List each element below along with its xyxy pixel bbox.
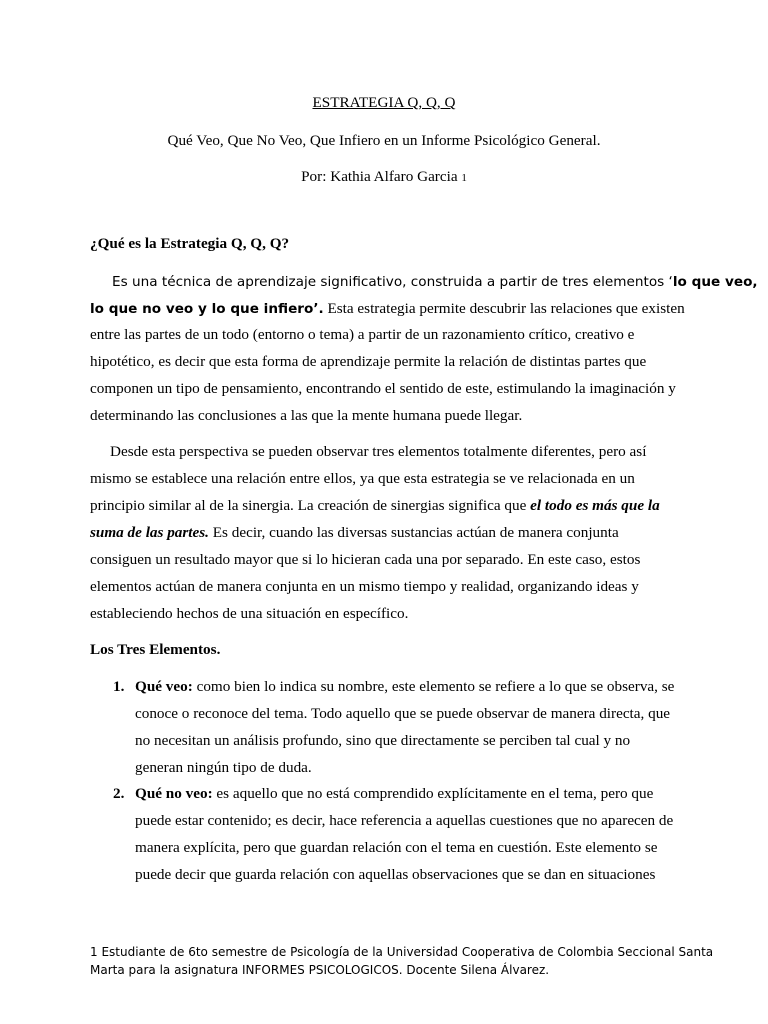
item1-line-2: conoce o reconoce del tema. Todo aquello que se puede observar de manera directa, que bbox=[135, 705, 671, 722]
item2-line-2: puede estar contenido; es decir, hace referencia a aquellas cuestiones que no aparecen de bbox=[135, 812, 674, 829]
list-item-number: 2. bbox=[113, 785, 125, 802]
p1-line-3: entre las partes de un todo (entorno o tema) a partir de un razonamiento crítico, creativo e bbox=[90, 326, 635, 343]
p1-line-4: hipotético, es decir que esta forma de aprendizaje permite la relación de distintas partes que bbox=[90, 353, 647, 370]
p2-line-6: elementos actúan de manera conjunta en un mismo tiempo y realidad, organizando ideas y bbox=[90, 578, 639, 595]
item1-line-4: generan ningún tipo de duda. bbox=[135, 759, 312, 776]
p2-line-1: Desde esta perspectiva se pueden observar tres elementos totalmente diferentes, pero así bbox=[110, 443, 647, 460]
p1-line-1: Es una técnica de aprendizaje significativo, construida a partir de tres elementos ‘lo que veo, bbox=[112, 274, 758, 290]
footnote-line-1: 1 Estudiante de 6to semestre de Psicología de la Universidad Cooperativa de Colombia Seccional Santa bbox=[90, 945, 714, 959]
author-name: Por: Kathia Alfaro Garcia bbox=[301, 168, 458, 185]
p2-line-2: mismo se establece una relación entre ellos, ya que esta estrategia se ve relacionada en un bbox=[90, 470, 635, 487]
heading-que-es: ¿Qué es la Estrategia Q, Q, Q? bbox=[90, 235, 290, 252]
p1-line-5: componen un tipo de pensamiento, encontrando el sentido de este, estimulando la imaginación y bbox=[90, 380, 676, 397]
p1-line-2: lo que no veo y lo que infiero’. Esta estrategia permite descubrir las relaciones que existen bbox=[90, 300, 685, 317]
item2-line-3: manera explícita, pero que guardan relación con el tema en cuestión. Este elemento se bbox=[135, 839, 658, 856]
p2-line-3: principio similar al de la sinergia. La creación de sinergias significa que el todo es más que la bbox=[90, 497, 660, 514]
heading-tres-elementos: Los Tres Elementos. bbox=[90, 641, 221, 658]
p2-line-4: suma de las partes. Es decir, cuando las diversas sustancias actúan de manera conjunta bbox=[90, 524, 619, 541]
footnote-line-2: Marta para la asignatura INFORMES PSICOLOGICOS. Docente Silena Álvarez. bbox=[90, 963, 550, 977]
footnote-mark: 1 bbox=[461, 172, 467, 184]
item2-line-4: puede decir que guarda relación con aquellas observaciones que se dan en situaciones bbox=[135, 866, 656, 883]
doc-author bbox=[0, 168, 768, 187]
doc-subtitle: Qué Veo, Que No Veo, Que Infiero en un Informe Psicológico General. bbox=[167, 132, 601, 149]
doc-title: ESTRATEGIA Q, Q, Q bbox=[312, 94, 456, 111]
item1-line-1: Qué veo: como bien lo indica su nombre, este elemento se refiere a lo que se observa, se bbox=[135, 678, 675, 695]
p1-line-6: determinando las conclusiones a las que la mente humana puede llegar. bbox=[90, 407, 523, 424]
list-item-number: 1. bbox=[113, 678, 125, 695]
p2-line-7: estableciendo hechos de una situación en específico. bbox=[90, 605, 409, 622]
item1-line-3: no necesitan un análisis profundo, sino que directamente se perciben tal cual y no bbox=[135, 732, 631, 749]
item2-line-1: Qué no veo: es aquello que no está comprendido explícitamente en el tema, pero que bbox=[135, 785, 654, 802]
p2-line-5: consiguen un resultado mayor que si lo hicieran cada una por separado. En este caso, estos bbox=[90, 551, 641, 568]
